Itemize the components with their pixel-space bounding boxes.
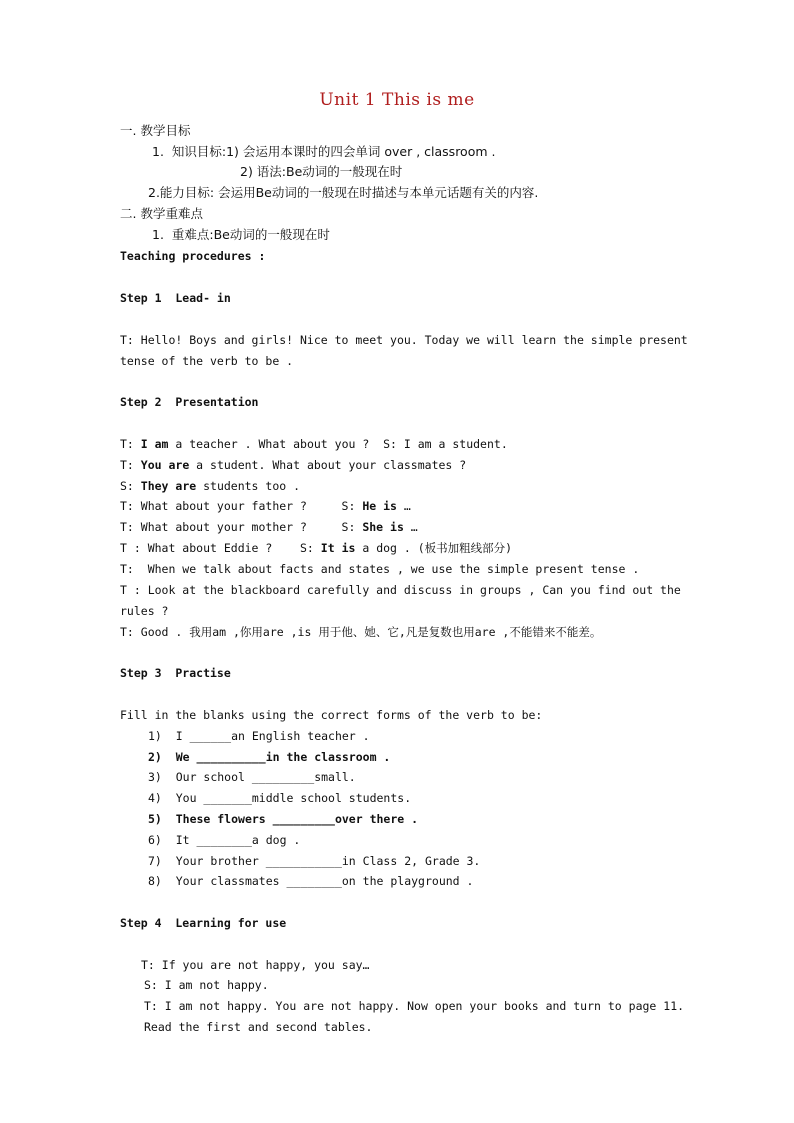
exercise-item bbox=[148, 872, 473, 890]
dialogue-text: … bbox=[396, 499, 411, 513]
dialogue-text: T: What about your father ? S: bbox=[120, 499, 363, 513]
exercise-text: We __________in the classroom . bbox=[175, 750, 391, 764]
exercise-text: Your brother ___________in Class 2, Grade 3. bbox=[175, 854, 481, 868]
dialogue-line bbox=[120, 539, 512, 557]
step4-line: T: I am not happy. You are not happy. Now open your books and turn to page 11. bbox=[144, 999, 685, 1013]
dialogue-text: S: bbox=[120, 479, 141, 493]
exercise-text: It ________a dog . bbox=[175, 833, 301, 847]
document-title: Unit 1 This is me bbox=[319, 90, 475, 110]
dialogue-line bbox=[120, 518, 418, 536]
step4-line: T: If you are not happy, you say… bbox=[141, 958, 370, 972]
dialogue-bold: They are bbox=[140, 479, 197, 493]
step1-heading: Step 1 Lead- in bbox=[120, 291, 231, 305]
exercise-number: 8) bbox=[148, 874, 162, 888]
objectives-heading: 一. 教学目标 bbox=[120, 123, 191, 138]
dialogue-line: rules ? bbox=[120, 604, 169, 618]
knowledge-label-text: 1. 知识目标: bbox=[152, 144, 227, 159]
dialogue-text: T : What about Eddie ? S: bbox=[120, 541, 321, 555]
dialogue-bold: You are bbox=[140, 458, 190, 472]
step2-heading: Step 2 Presentation bbox=[120, 395, 259, 409]
procedures-heading: Teaching procedures : bbox=[120, 249, 266, 263]
dialogue-text: T: bbox=[120, 458, 141, 472]
step1-line-2: tense of the verb to be . bbox=[120, 354, 294, 368]
exercise-text: Your classmates ________on the playground . bbox=[175, 874, 474, 888]
practise-intro: Fill in the blanks using the correct forms of the verb to be: bbox=[120, 708, 543, 722]
exercise-text: You _______middle school students. bbox=[175, 791, 412, 805]
exercise-item bbox=[148, 768, 356, 786]
exercise-text: I ______an English teacher . bbox=[175, 729, 370, 743]
dialogue-bold: He is bbox=[362, 499, 397, 513]
dialogue-text: a teacher . What about you ? S: I am a student. bbox=[168, 437, 508, 451]
dialogue-line: T: Good . 我用am ,你用are ,is 用于他、她、它,凡是复数也用are ,不能错来不能差。 bbox=[120, 625, 602, 639]
dialogue-text: … bbox=[403, 520, 418, 534]
exercise-number: 5) bbox=[148, 812, 162, 826]
dialogue-line bbox=[120, 435, 508, 453]
dialogue-text: a student. What about your classmates ? bbox=[189, 458, 467, 472]
dialogue-line bbox=[120, 497, 411, 515]
exercise-item bbox=[148, 727, 370, 745]
exercise-item bbox=[148, 831, 300, 849]
step4-line: Read the first and second tables. bbox=[144, 1020, 373, 1034]
dialogue-line: T: When we talk about facts and states , we use the simple present tense . bbox=[120, 562, 640, 576]
knowledge-item-2: 2) 语法:Be动词的一般现在时 bbox=[240, 164, 403, 179]
exercise-number: 4) bbox=[148, 791, 162, 805]
knowledge-item-1: 1) 会运用本课时的四会单词 over , classroom . bbox=[226, 144, 496, 159]
dialogue-text: a dog . (板书加粗线部分) bbox=[355, 541, 513, 555]
exercise-number: 1) bbox=[148, 729, 162, 743]
dialogue-bold: I am bbox=[140, 437, 169, 451]
exercise-number: 3) bbox=[148, 770, 162, 784]
key-point-item: 1. 重难点:Be动词的一般现在时 bbox=[152, 227, 330, 242]
dialogue-line bbox=[120, 477, 300, 495]
dialogue-text: T: bbox=[120, 437, 141, 451]
step4-line: S: I am not happy. bbox=[144, 978, 269, 992]
exercise-number: 7) bbox=[148, 854, 162, 868]
exercise-number: 6) bbox=[148, 833, 162, 847]
step3-heading: Step 3 Practise bbox=[120, 666, 231, 680]
knowledge-label bbox=[152, 143, 495, 161]
dialogue-text: T: What about your mother ? S: bbox=[120, 520, 363, 534]
dialogue-line bbox=[120, 456, 466, 474]
key-points-heading: 二. 教学重难点 bbox=[120, 206, 203, 221]
step1-line-1: T: Hello! Boys and girls! Nice to meet you. Today we will learn the simple present bbox=[120, 333, 688, 347]
dialogue-line: T : Look at the blackboard carefully and discuss in groups , Can you find out the bbox=[120, 583, 681, 597]
dialogue-text: students too . bbox=[196, 479, 301, 493]
ability-objective: 2.能力目标: 会运用Be动词的一般现在时描述与本单元话题有关的内容. bbox=[148, 185, 539, 200]
exercise-item bbox=[148, 810, 418, 828]
exercise-item bbox=[148, 852, 480, 870]
exercise-item bbox=[148, 789, 411, 807]
exercise-item bbox=[148, 748, 390, 766]
dialogue-bold: It is bbox=[320, 541, 356, 555]
exercise-number: 2) bbox=[148, 750, 162, 764]
dialogue-bold: She is bbox=[362, 520, 404, 534]
step4-heading: Step 4 Learning for use bbox=[120, 916, 287, 930]
exercise-text: These flowers _________over there . bbox=[175, 812, 419, 826]
exercise-text: Our school _________small. bbox=[175, 770, 356, 784]
